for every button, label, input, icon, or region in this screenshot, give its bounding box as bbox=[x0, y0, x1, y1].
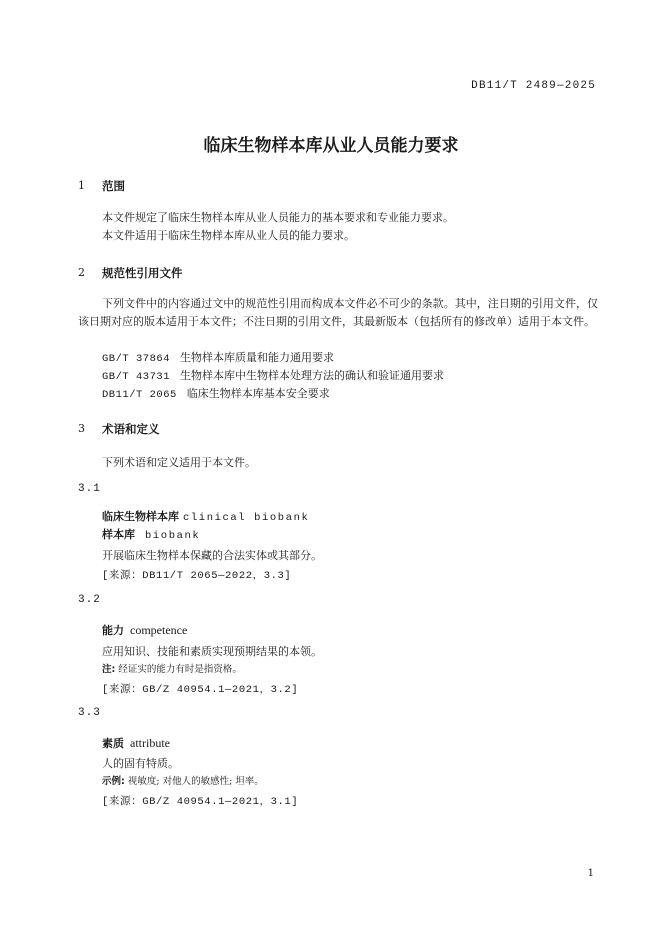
term-definition: 开展临床生物样本保藏的合法实体或其部分。 bbox=[102, 549, 322, 562]
section-title-scope: 范围 bbox=[102, 179, 125, 193]
page-number: 1 bbox=[587, 868, 594, 879]
term-source: [来源：GB/Z 40954.1—2021，3.1] bbox=[102, 796, 299, 808]
term-english: attribute bbox=[130, 736, 170, 750]
reference-code: GB/T 37864 bbox=[102, 353, 171, 365]
term-source: [来源：GB/Z 40954.1—2021，3.2] bbox=[102, 684, 299, 696]
note-label: 注: bbox=[102, 664, 116, 675]
term-entry bbox=[102, 619, 187, 638]
term-example bbox=[102, 773, 264, 787]
term-english: clinical biobank bbox=[183, 512, 310, 524]
scope-paragraph-2: 本文件适用于临床生物样本库从业人员的能力要求。 bbox=[102, 229, 355, 242]
section-number: 1 bbox=[78, 179, 85, 192]
scope-paragraph-1: 本文件规定了临床生物样本库从业人员能力的基本要求和专业能力要求。 bbox=[102, 211, 454, 224]
section-number: 2 bbox=[78, 266, 85, 279]
reference-title: 生物样本库质量和能力通用要求 bbox=[180, 351, 335, 364]
term-number: 3.2 bbox=[78, 594, 101, 606]
reference-code: GB/T 43731 bbox=[102, 371, 171, 383]
term-alternate bbox=[102, 523, 200, 542]
term-entry bbox=[102, 732, 170, 751]
term-chinese: 素质 bbox=[102, 737, 124, 750]
term-number: 3.1 bbox=[78, 483, 101, 495]
reference-item bbox=[102, 367, 444, 383]
section-title-terms-definitions: 术语和定义 bbox=[102, 422, 160, 436]
term-english: competence bbox=[130, 623, 188, 637]
term-note bbox=[102, 661, 242, 675]
reference-item bbox=[102, 349, 334, 365]
term-definition: 人的固有特质。 bbox=[102, 757, 179, 770]
term-entry bbox=[102, 505, 309, 524]
reference-title: 临床生物样本库基本安全要求 bbox=[186, 387, 330, 400]
terms-intro-paragraph: 下列术语和定义适用于本文件。 bbox=[102, 456, 256, 469]
term-alt-chinese: 样本库 bbox=[102, 528, 135, 541]
section-title-normative-references: 规范性引用文件 bbox=[102, 266, 183, 280]
term-chinese: 能力 bbox=[102, 624, 124, 637]
term-source: [来源：DB11/T 2065—2022，3.3] bbox=[102, 570, 292, 582]
section-number: 3 bbox=[78, 422, 85, 435]
term-number: 3.3 bbox=[78, 707, 101, 719]
note-text: 经证实的能力有时是指资格。 bbox=[118, 664, 242, 675]
reference-item bbox=[102, 385, 330, 401]
reference-title: 生物样本库中生物样本处理方法的确认和验证通用要求 bbox=[180, 369, 445, 382]
example-label: 示例: bbox=[102, 776, 125, 787]
term-chinese: 临床生物样本库 bbox=[102, 510, 179, 523]
example-text: 视敏度; 对他人的敏感性; 坦率。 bbox=[127, 776, 264, 787]
standard-code: DB11/T 2489—2025 bbox=[471, 80, 596, 92]
document-title: 临床生物样本库从业人员能力要求 bbox=[203, 136, 459, 156]
term-alt-english: biobank bbox=[145, 530, 201, 542]
normative-intro-paragraph: 下列文件中的内容通过文中的规范性引用而构成本文件必不可少的条款。其中，注日期的引用文件，仅该日期对应的版本适用于本文件；不注日期的引用文件，其最新版本（包括所有的修改单）适用于本文件。 bbox=[78, 297, 598, 328]
reference-code: DB11/T 2065 bbox=[102, 389, 177, 401]
term-definition: 应用知识、技能和素质实现预期结果的本领。 bbox=[102, 645, 322, 658]
